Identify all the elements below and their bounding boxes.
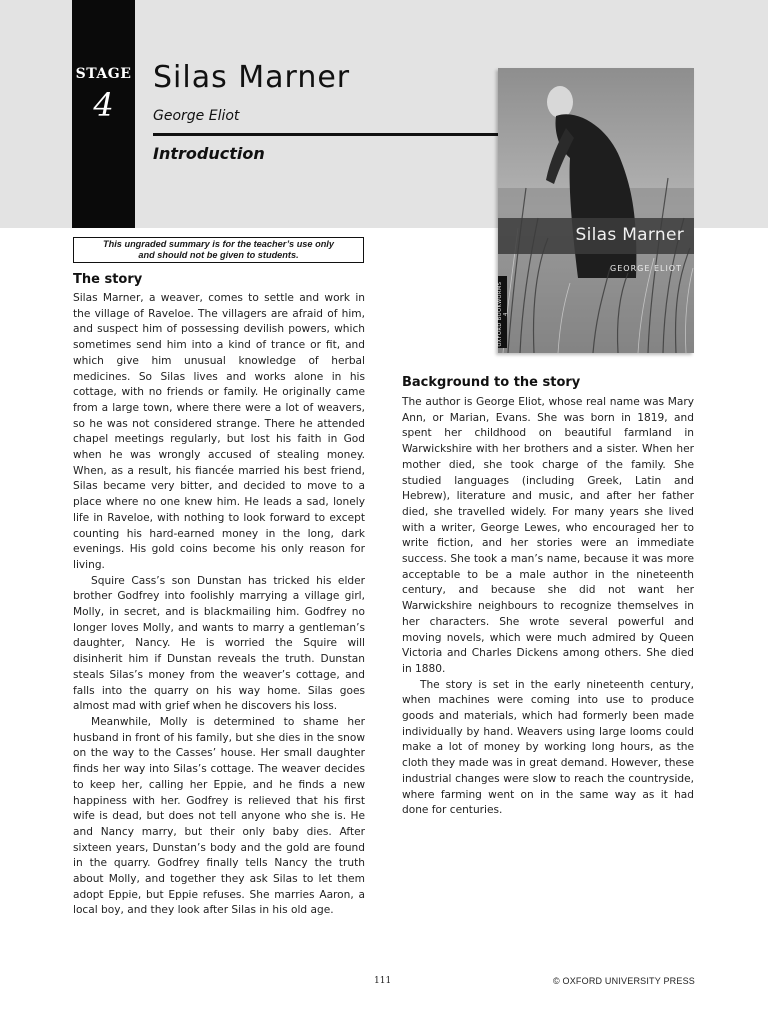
cover-photo <box>498 68 694 353</box>
story-paragraph: Silas Marner, a weaver, comes to settle and work in the village of Raveloe. The villagers are afraid of him, and suspect him of possessing devilish powers, which sometimes send him into a kind of trance or fit, and which give him unusual knowledge of herbal medicines. So Silas lives and works alone in his cottage, with no friends or family. He originally came from a large town, where there were a lot of weavers, so he was not considered strange. There he attended chapel meetings regularly, but lost his faith in God when he was wrongly accused of stealing money. When, as a result, his fiancée married his best friend, Silas became very bitter, and decided to move to a place where no one knew him. He leads a sad, lonely life in Raveloe, with nothing to look forward to except counting his hard-earned money in the long, dark evenings. His gold coins become his only reason for living. <box>73 292 365 571</box>
background-heading: Background to the story <box>402 375 581 390</box>
stage-number: 4 <box>93 86 114 124</box>
story-paragraph: Squire Cass’s son Dunstan has tricked his elder brother Godfrey into foolishly marrying a village girl, Molly, in secret, and is blackmailing him. Godfrey no longer loves Molly, and wants to marry a gentleman’s daughter, Nancy. He is worried the Squire will disinherit him if Dunstan reveals the truth. Dunstan steals Silas’s money from the weaver’s cottage, and falls into the quarry on his way home. Silas goes almost mad with grief when he discovers his loss. <box>73 574 365 713</box>
cover-author: GEORGE ELIOT <box>610 264 682 273</box>
background-paragraph: The author is George Eliot, whose real name was Mary Ann, or Marian, Evans. She was born in 1819, and spent her childhood on beautiful farmland in Warwickshire with her brothers and a sister. When her mother died, she took charge of the family. She studied languages (including Greek, Latin and Hebrew), literature and music, and after her father died, she travelled widely. For many years she lived with a writer, George Lewes, who encouraged her to write fiction, and her stories were an immediate success. She took a man’s name, because it was more acceptable to be a male author in the nineteenth century, and because she did not want her Warwickshire neighbours to recognize themselves in her characters. She wrote several powerful and moving novels, which were much admired by Queen Victoria and Charles Dickens among others. She died in 1880. <box>402 396 694 675</box>
story-body <box>73 291 365 919</box>
teacher-notice-box <box>73 237 364 263</box>
story-heading: The story <box>73 272 143 287</box>
story-paragraph: Meanwhile, Molly is determined to shame her husband in front of his family, but she dies in the snow on the way to the Casses’ house. Her small daughter finds her way into Silas’s cottage. The weaver decides to keep her, calling her Eppie, and he finds a new happiness with her. Godfrey is relieved that his first wife is dead, but does not tell anyone who she is. He and Nancy marry, but their only baby dies. After sixteen years, Dunstan’s body and the gold are found in the quarry. Godfrey finally tells Nancy the truth about Molly, and together they ask Silas to let them adopt Eppie, but Eppie refuses. She marries Aaron, a local boy, and they look after Silas in his old age. <box>73 715 365 917</box>
cover-spine-text: OXFORD BOOKWORMS 4 <box>497 281 509 347</box>
section-heading: Introduction <box>153 144 265 163</box>
background-body <box>402 395 694 819</box>
notice-line-1: This ungraded summary is for the teacher’s use only <box>103 239 334 249</box>
background-paragraph: The story is set in the early nineteenth century, when machines were coming into use to produce goods and materials, which had formerly been made individually by hand. Weavers using large looms could make a lot of money by working long hours, as the cloth they made was in great demand. However, these industrial changes were slow to reach the countryside, where farming went on in the same way as it had done for centuries. <box>402 678 694 817</box>
notice-line-2: and should not be given to students. <box>138 250 299 260</box>
book-author: George Eliot <box>153 108 240 124</box>
page-title: Silas Marner <box>153 60 351 95</box>
book-cover-image <box>498 68 694 353</box>
title-divider <box>153 133 500 136</box>
page-number: 111 <box>374 976 392 986</box>
copyright-notice: © OXFORD UNIVERSITY PRESS <box>553 976 695 986</box>
cover-title: Silas Marner <box>575 225 684 245</box>
stage-block <box>72 0 135 228</box>
stage-label: STAGE <box>75 66 132 82</box>
